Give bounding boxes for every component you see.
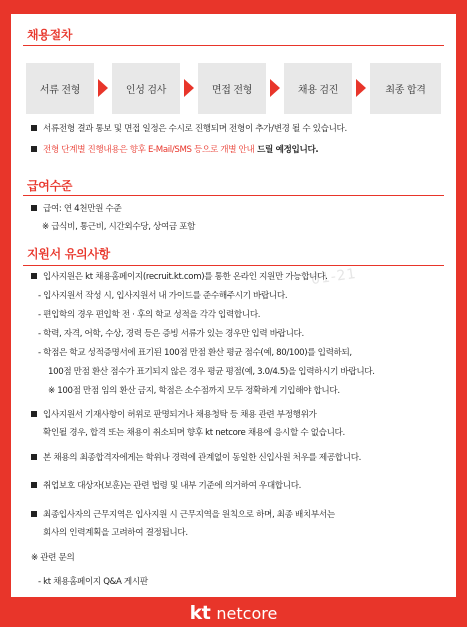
square-bullet-icon: [31, 411, 37, 417]
step-interview: 면접 전형: [198, 63, 266, 114]
notes-veterans: 취업보호 대상자(보훈)는 관련 법령 및 내부 기준에 의거하여 우대합니다.: [31, 480, 301, 492]
step-arrow-icon: [98, 79, 108, 97]
step-arrow-icon: [270, 79, 280, 97]
notes-guide: - 입사지원서 작성 시, 입사지원서 내 가이드를 준수해주시기 바랍니다.: [38, 291, 288, 301]
salary-amount: 급여: 연 4천만원 수준: [31, 203, 121, 215]
notes-gpa-warning: ※ 100점 만점 임의 환산 금지, 학점은 소수점까지 모두 정확하게 기입해야 합니다.: [48, 386, 340, 396]
step-arrow-icon: [184, 79, 194, 97]
recruitment-notice-card: [11, 14, 456, 597]
square-bullet-icon: [31, 125, 37, 131]
notes-equal-treatment: 본 채용의 최종합격자에게는 학위나 경력에 관계없이 동일한 신입사원 처우를 제공합니다.: [31, 452, 361, 464]
logo-netcore: netcore: [216, 603, 278, 623]
notes-gpa: - 학점은 학교 성적증명서에 표기된 100점 만점 환산 평균 점수(예, 80/100)를 입력하되,: [38, 348, 352, 358]
notes-false-info-cont: 확인될 경우, 합격 또는 채용이 취소되며 향후 kt netcore 채용에 응시할 수 없습니다.: [43, 428, 345, 438]
step-document-screening: 서류 전형: [26, 63, 94, 114]
process-steps: [26, 63, 441, 114]
step-final-pass: 최종 합격: [370, 63, 441, 114]
square-bullet-icon: [31, 482, 37, 488]
notes-gpa-cont: 100점 만점 환산 점수가 표기되지 않은 경우 평균 평점(예, 3.0/4.5)을 입력하시기 바랍니다.: [48, 367, 375, 377]
notes-inquiry-qna: - kt 채용홈페이지 Q&A 게시판: [38, 577, 148, 587]
square-bullet-icon: [31, 454, 37, 460]
notes-divider: [23, 265, 444, 266]
process-note-schedule: 서류전형 결과 통보 및 면접 일정은 수시로 진행되며 전형이 추가/변경 될 수 있습니다.: [31, 123, 347, 135]
process-divider: [23, 45, 444, 46]
notes-transfer: - 편입학의 경우 편입학 전 · 후의 학교 성적을 각각 입력합니다.: [38, 310, 261, 320]
notes-false-info: 입사지원서 기재사항이 허위로 판명되거나 채용청탁 등 채용 관련 부정행위가: [31, 409, 317, 421]
notes-work-location-cont: 회사의 인력계획을 고려하여 결정됩니다.: [43, 528, 188, 538]
process-note-notification: 전형 단계별 진행내용은 향후 E-Mail/SMS 등으로 개별 안내 드릴 예정입니다.: [31, 144, 318, 156]
notes-online-apply: 입사지원은 kt 채용홈페이지(recruit.kt.com)를 통한 온라인 지원만 가능합니다.: [31, 271, 327, 283]
salary-includes: ※ 급식비, 통근비, 시간외수당, 상여금 포함: [42, 222, 196, 232]
square-bullet-icon: [31, 205, 37, 211]
kt-netcore-logo: [0, 599, 467, 627]
step-arrow-icon: [356, 79, 366, 97]
square-bullet-icon: [31, 273, 37, 279]
step-medical-checkup: 채용 검진: [284, 63, 352, 114]
step-personality-test: 인성 검사: [112, 63, 180, 114]
watermark: 01-21: [310, 265, 358, 289]
notes-inquiry-label: ※ 관련 문의: [31, 553, 75, 563]
square-bullet-icon: [31, 511, 37, 517]
salary-divider: [23, 195, 444, 196]
salary-section-title: 급여수준: [27, 179, 73, 193]
notes-evidence: - 학력, 자격, 어학, 수상, 경력 등은 증빙 서류가 있는 경우만 입력 바랍니다.: [38, 329, 304, 339]
notes-work-location: 최종입사자의 근무지역은 입사지원 시 근무지역을 원칙으로 하며, 최종 배치부서는: [31, 509, 335, 521]
logo-kt: kt: [189, 602, 211, 624]
process-section-title: 채용절차: [27, 28, 73, 42]
notes-section-title: 지원서 유의사항: [27, 247, 110, 261]
square-bullet-icon: [31, 146, 37, 152]
